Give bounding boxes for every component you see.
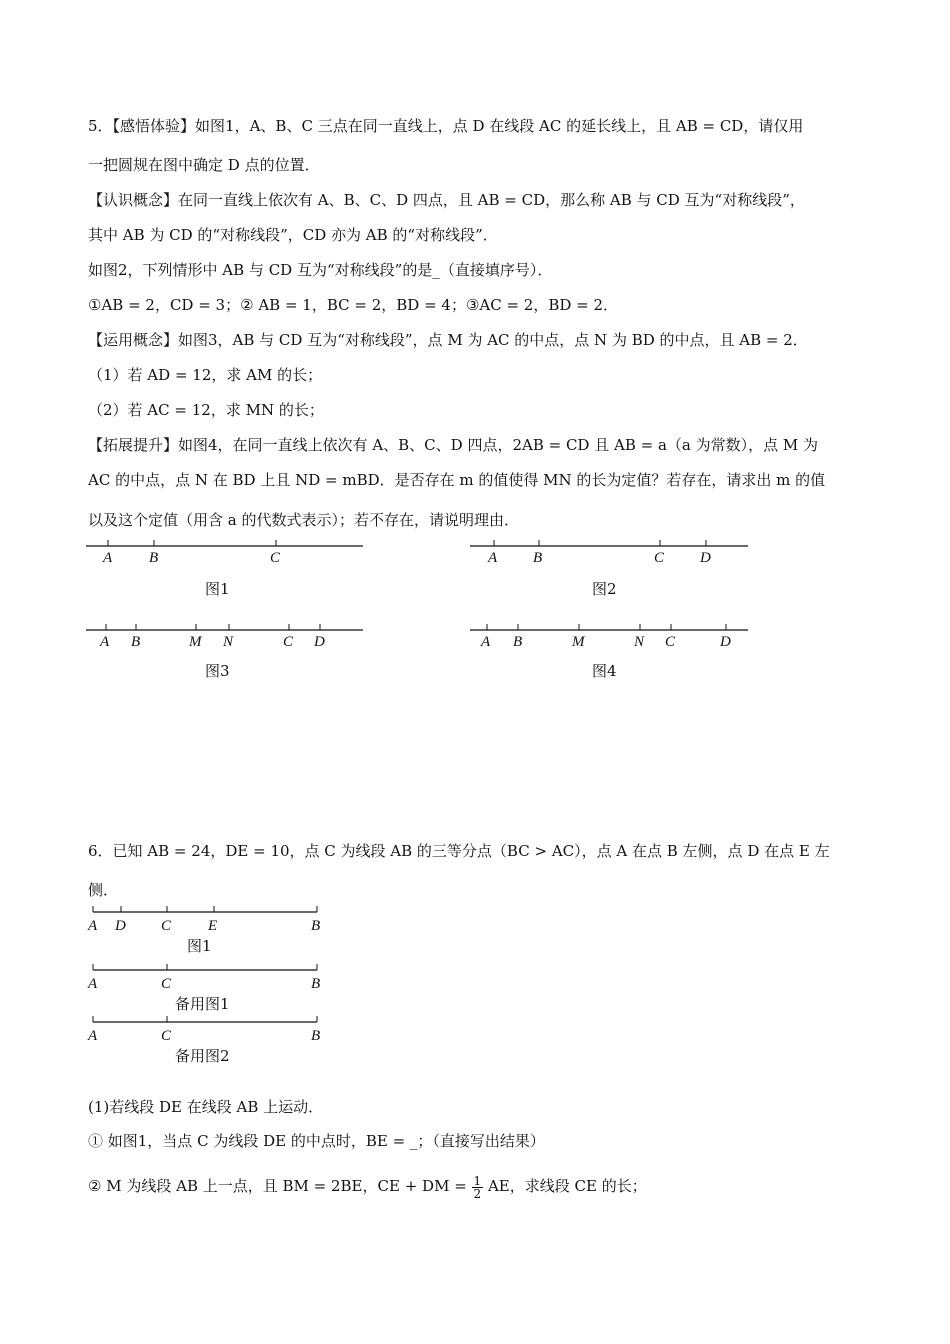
q5-line-9: （2）若 AC = 12，求 MN 的长； (88, 401, 324, 419)
q5-line-1: 5．【感悟体验】如图1，A、B、C 三点在同一直线上，点 D 在线段 AC 的延长线上，且 AB = CD，请仅用 (88, 117, 804, 135)
q6-backup-figure-2 (88, 1016, 328, 1046)
point-label-A: A (88, 918, 98, 934)
q5-line-12: 以及这个定值（用含 a 的代数式表示）；若不存在，请说明理由． (88, 511, 519, 529)
point-label-E: E (208, 918, 218, 934)
point-label-D: D (115, 918, 126, 934)
figure-caption-q6-1: 图1 (187, 937, 212, 955)
q5-figure-4 (470, 622, 750, 652)
point-label-B: B (311, 976, 321, 992)
figure-caption-backup-1: 备用图1 (175, 995, 230, 1013)
q6-line-1: 6．已知 AB = 24，DE = 10，点 C 为线段 AB 的三等分点（BC > AC），点 A 在点 B 左侧，点 D 在点 E 左 (88, 842, 830, 860)
q5-line-4: 其中 AB 为 CD 的“对称线段”，CD 亦为 AB 的“对称线段”． (88, 226, 498, 244)
point-label-N: N (634, 634, 645, 650)
q5-figure-3 (86, 622, 366, 652)
q5-line-3: 【认识概念】在同一直线上依次有 A、B、C、D 四点，且 AB = CD，那么称 AB 与 CD 互为“对称线段”， (88, 191, 805, 209)
point-label-D: D (720, 634, 731, 650)
fraction-one-half (472, 1175, 484, 1200)
q5-line-5: 如图2，下列情形中 AB 与 CD 互为“对称线段”的是_（直接填序号）． (88, 261, 553, 279)
point-label-A: A (488, 550, 498, 566)
point-label-A: A (481, 634, 491, 650)
figure-caption-backup-2: 备用图2 (175, 1047, 230, 1065)
point-label-B: B (533, 550, 543, 566)
q5-line-8: （1）若 AD = 12，求 AM 的长； (88, 366, 323, 384)
q6-item-1: ① 如图1，当点 C 为线段 DE 的中点时，BE = _；（直接写出结果） (88, 1132, 545, 1150)
point-label-B: B (131, 634, 141, 650)
q6-figure-1 (88, 906, 328, 936)
q6-line-2: 侧． (88, 881, 119, 899)
figure-caption-4: 图4 (592, 662, 617, 680)
point-label-C: C (161, 976, 172, 992)
q5-line-7: 【运用概念】如图3，AB 与 CD 互为“对称线段”，点 M 为 AC 的中点，点 N 为 BD 的中点，且 AB = 2． (88, 331, 808, 349)
point-label-A: A (100, 634, 110, 650)
q6-part1-title: (1)若线段 DE 在线段 AB 上运动． (88, 1098, 324, 1116)
point-label-C: C (654, 550, 665, 566)
fraction-numerator: 1 (473, 1173, 482, 1188)
point-label-C: C (161, 918, 172, 934)
point-label-A: A (88, 976, 98, 992)
point-label-N: N (223, 634, 234, 650)
q6-backup-figure-1 (88, 964, 328, 994)
point-label-M: M (572, 634, 585, 650)
q5-figure-1 (86, 538, 366, 568)
point-label-B: B (311, 918, 321, 934)
point-label-C: C (161, 1028, 172, 1044)
q5-figure-2 (470, 538, 750, 568)
point-label-D: D (700, 550, 711, 566)
q6-item-2 (88, 1168, 647, 1204)
fraction-denominator: 2 (473, 1186, 482, 1201)
figure-caption-2: 图2 (592, 580, 617, 598)
q5-line-2: 一把圆规在图中确定 D 点的位置． (88, 156, 320, 174)
point-label-C: C (283, 634, 294, 650)
q5-line-11: AC 的中点，点 N 在 BD 上且 ND = mBD．是否存在 m 的值使得 MN 的长为定值？若存在，请求出 m 的值 (88, 471, 826, 489)
point-label-B: B (311, 1028, 321, 1044)
point-label-A: A (103, 550, 113, 566)
point-label-D: D (314, 634, 325, 650)
point-label-A: A (88, 1028, 98, 1044)
point-label-M: M (189, 634, 202, 650)
figure-caption-1: 图1 (205, 580, 230, 598)
point-label-B: B (513, 634, 523, 650)
q5-line-10: 【拓展提升】如图4，在同一直线上依次有 A、B、C、D 四点，2AB = CD 且 AB = a（a 为常数），点 M 为 (88, 436, 818, 454)
point-label-C: C (665, 634, 676, 650)
q5-line-6: ①AB = 2，CD = 3；② AB = 1，BC = 2，BD = 4；③AC = 2，BD = 2． (88, 296, 619, 314)
point-label-B: B (149, 550, 159, 566)
q6-item-2-part-a: ② M 为线段 AB 上一点，且 BM = 2BE，CE + DM = (88, 1177, 467, 1195)
figure-caption-3: 图3 (205, 662, 230, 680)
q6-item-2-part-b: AE，求线段 CE 的长； (487, 1177, 647, 1195)
point-label-C: C (270, 550, 281, 566)
